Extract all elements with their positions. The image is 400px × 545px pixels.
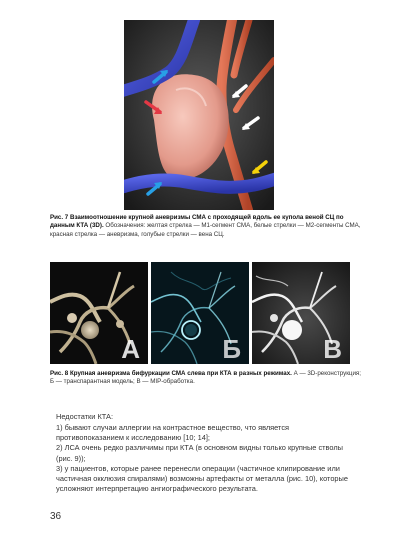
figure-8-caption-bold: Рис. 8 Крупная аневризма бифуркации СМА слева при КТА в разных режимах.	[50, 370, 292, 377]
figure-8-caption-text: А — 3D-реконструкция; Б — транспарантная модель; В — MIP-обработка.	[50, 370, 362, 386]
list-item	[56, 443, 356, 463]
cons-list	[56, 423, 356, 494]
list-item-number: 1)	[56, 423, 63, 432]
figure-8-panel-a	[50, 262, 148, 364]
list-item	[56, 464, 356, 495]
figure-7-image	[124, 20, 274, 210]
list-item-text: бывают случаи аллергии на контрастное вещество, что является противопоказанием к исследованию [10; 14];	[56, 423, 290, 443]
cons-title: Недостатки КТА:	[56, 412, 114, 421]
figure-8-panel-b	[151, 262, 249, 364]
figure-7-caption-bold: Рис. 7 Взаимоотношение крупной аневризмы СМА с проходящей вдоль ее купола веной СЦ по данным КТА (3D).	[50, 214, 344, 230]
panel-c-letter: В	[323, 334, 342, 364]
list-item	[56, 423, 356, 443]
figure-7-caption	[50, 214, 362, 239]
panel-a-letter: А	[121, 334, 140, 364]
figure-8-caption	[50, 370, 362, 387]
figure-7-caption-text: Обозначения: желтая стрелка — М1-сегмент СМА, белые стрелки — М2-сегменты СМА, красная стрелка — аневризма, голубые стрелки — вена СЦ.	[50, 222, 361, 238]
list-item-number: 3)	[56, 463, 63, 473]
page-number: 36	[50, 511, 62, 522]
list-item-text: у пациентов, которые ранее перенесли операции (частичное клипирование или частичная окклюзия спиралями) возможны артефакты от металла (рис. 10), которые усложняют интерпретацию ангиографического результата.	[56, 463, 348, 494]
figure-8-panel-c	[252, 262, 350, 364]
panel-b-letter: Б	[222, 334, 241, 364]
list-item-number: 2)	[56, 443, 63, 453]
list-item-text: ЛСА очень редко различимы при КТА (в основном видны только крупные стволы (рис. 9));	[56, 443, 343, 463]
